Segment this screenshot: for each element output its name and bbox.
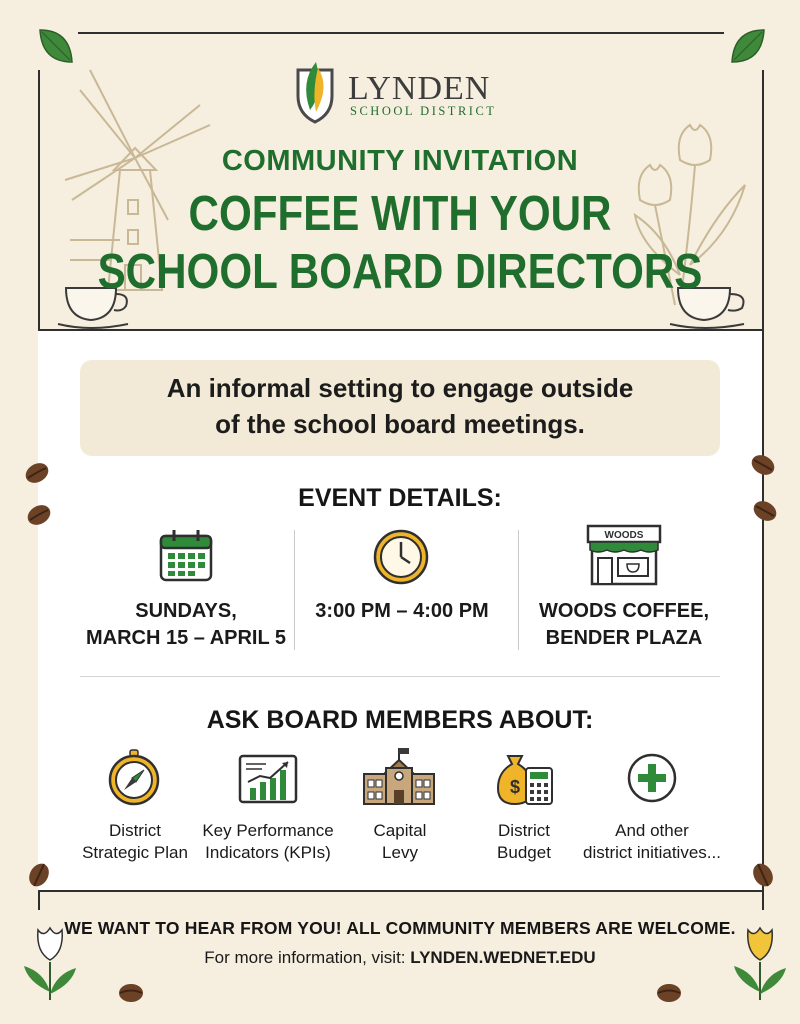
shop-sign-text: WOODS xyxy=(604,530,644,541)
topic-other-initiatives xyxy=(582,820,722,864)
topic-line2: Indicators (KPIs) xyxy=(205,843,331,862)
topic-line1: Capital xyxy=(373,821,427,840)
topic-line1: District xyxy=(109,821,161,840)
page-title-line2: SCHOOL BOARD DIRECTORS xyxy=(97,245,703,299)
topic-line1: And other xyxy=(615,821,689,840)
event-location xyxy=(514,598,734,652)
coffee-bean-icon xyxy=(748,860,778,890)
event-location-line2: BENDER PLAZA xyxy=(545,627,703,649)
topic-kpis xyxy=(198,820,338,864)
welcome-message: WE WANT TO HEAR FROM YOU! ALL COMMUNITY MEMBERS ARE WELCOME. xyxy=(64,918,736,938)
clock-icon xyxy=(372,528,430,586)
calendar-icon xyxy=(158,528,214,584)
coffee-bean-icon xyxy=(116,978,146,1008)
event-time: 3:00 PM – 4:00 PM xyxy=(315,600,489,622)
chart-icon xyxy=(238,754,298,804)
event-date-line2: MARCH 15 – APRIL 5 xyxy=(85,627,287,649)
topic-capital-levy xyxy=(330,820,470,864)
topic-line2: Budget xyxy=(497,843,551,862)
topic-line2: district initiatives... xyxy=(583,843,721,862)
compass-icon xyxy=(106,750,162,806)
tagline-line1: An informal setting to engage outside xyxy=(166,373,634,403)
topic-line2: Levy xyxy=(382,843,418,862)
event-details-heading: EVENT DETAILS: xyxy=(298,484,502,512)
event-location-line1: WOODS COFFEE, xyxy=(539,600,709,622)
svg-text:$: $ xyxy=(509,777,521,797)
footer-divider xyxy=(38,890,764,892)
topics-heading: ASK BOARD MEMBERS ABOUT: xyxy=(206,706,594,734)
topic-line2: Strategic Plan xyxy=(82,843,188,862)
lynden-logo-icon xyxy=(290,56,340,126)
event-date xyxy=(76,598,296,652)
district-website-link[interactable]: LYNDEN.WEDNET.EDU xyxy=(410,948,596,967)
topic-line1: Key Performance xyxy=(202,821,334,840)
topic-strategic-plan xyxy=(65,820,205,864)
logo-name: LYNDEN xyxy=(348,70,491,107)
plus-icon xyxy=(626,752,678,804)
section-divider xyxy=(80,676,720,677)
coffee-shop-icon xyxy=(586,524,662,586)
topic-district-budget xyxy=(454,820,594,864)
coffee-bean-icon xyxy=(748,450,778,480)
topic-line1: District xyxy=(498,821,550,840)
coffee-bean-icon xyxy=(24,860,54,890)
invitation-kicker: COMMUNITY INVITATION xyxy=(221,145,579,177)
money-bag-icon xyxy=(494,748,556,808)
leaf-icon xyxy=(728,26,768,66)
event-date-line1: SUNDAYS, xyxy=(135,600,237,622)
leaf-icon xyxy=(36,26,76,66)
coffee-bean-icon xyxy=(654,978,684,1008)
frame-top-line xyxy=(78,32,724,34)
tagline-line2: of the school board meetings. xyxy=(215,409,585,439)
tagline xyxy=(80,370,720,442)
page-title-line1: COFFEE WITH YOUR xyxy=(188,187,612,241)
more-info-line xyxy=(0,948,800,968)
more-info-prefix: For more information, visit: xyxy=(204,948,411,967)
logo-subtitle: SCHOOL DISTRICT xyxy=(350,104,497,118)
school-building-icon xyxy=(362,748,436,806)
